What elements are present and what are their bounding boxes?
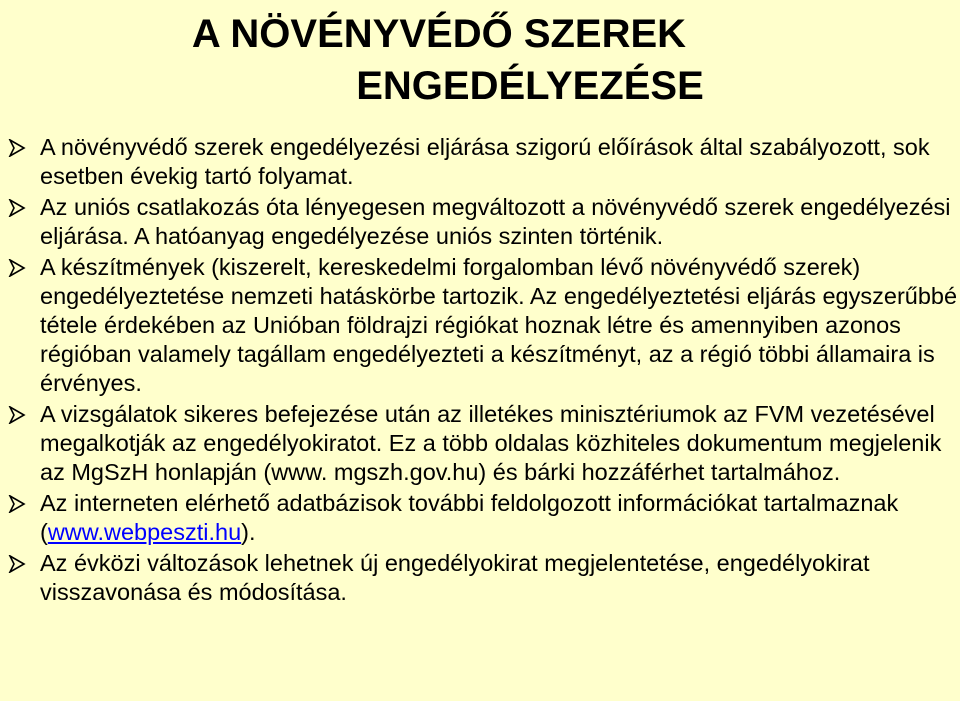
webpeszti-link[interactable]: www.webpeszti.hu bbox=[47, 519, 242, 545]
arrowhead-bullet-icon bbox=[8, 555, 26, 573]
bullet-item bbox=[8, 549, 958, 607]
bullet-item bbox=[8, 253, 958, 398]
bullet-text: Az évközi változások lehetnek új engedélyokirat megjelentetése, engedélyokirat visszavonása és módosítása. bbox=[40, 550, 870, 605]
title-line-1: A NÖVÉNYVÉDŐ SZEREK bbox=[191, 12, 687, 56]
bullet-text: A készítmények (kiszerelt, kereskedelmi forgalomban lévő növényvédő szerek) engedélyeztetése nemzeti hatáskörbe tartozik. Az engedélyeztetési eljárás egyszerűbbé tétele érdekében az Unióban földrajzi régiókat hoznak létre és amennyiben azonos régióban valamely tagállam engedélyezteti a készítményt, az a régió többi államaira is érvényes. bbox=[40, 254, 958, 396]
bullet-text: Az uniós csatlakozás óta lényegesen megváltozott a növényvédő szerek engedélyezési eljárása. A hatóanyag engedélyezése uniós szinten történik. bbox=[40, 194, 951, 249]
bullet-item bbox=[8, 489, 958, 547]
page-title bbox=[0, 8, 960, 112]
bullet-item bbox=[8, 193, 958, 251]
bullet-text: A növényvédő szerek engedélyezési eljárása szigorú előírások által szabályozott, sok esetben évekig tartó folyamat. bbox=[40, 134, 930, 189]
bullet-item bbox=[8, 133, 958, 191]
arrowhead-bullet-icon bbox=[8, 495, 26, 513]
bullet-text: A vizsgálatok sikeres befejezése után az illetékes minisztériumok az FVM vezetésével megalkotják az engedélyokiratot. Ez a több oldalas közhiteles dokumentum megjelenik az MgSzH honlapján (www. mgszh.gov.hu) és bárki hozzáférhet tartalmához. bbox=[40, 401, 942, 485]
bullet-item bbox=[8, 400, 958, 487]
bullet-text-before-link: Az interneten elérhető adatbázisok további feldolgozott információkat tartalmaznak ( bbox=[40, 490, 899, 545]
arrowhead-bullet-icon bbox=[8, 139, 26, 157]
arrowhead-bullet-icon bbox=[8, 406, 26, 424]
bullet-list bbox=[8, 133, 958, 609]
bullet-text-after-link: ). bbox=[241, 519, 256, 545]
arrowhead-bullet-icon bbox=[8, 259, 26, 277]
title-line-2: ENGEDÉLYEZÉSE bbox=[356, 64, 704, 108]
arrowhead-bullet-icon bbox=[8, 199, 26, 217]
